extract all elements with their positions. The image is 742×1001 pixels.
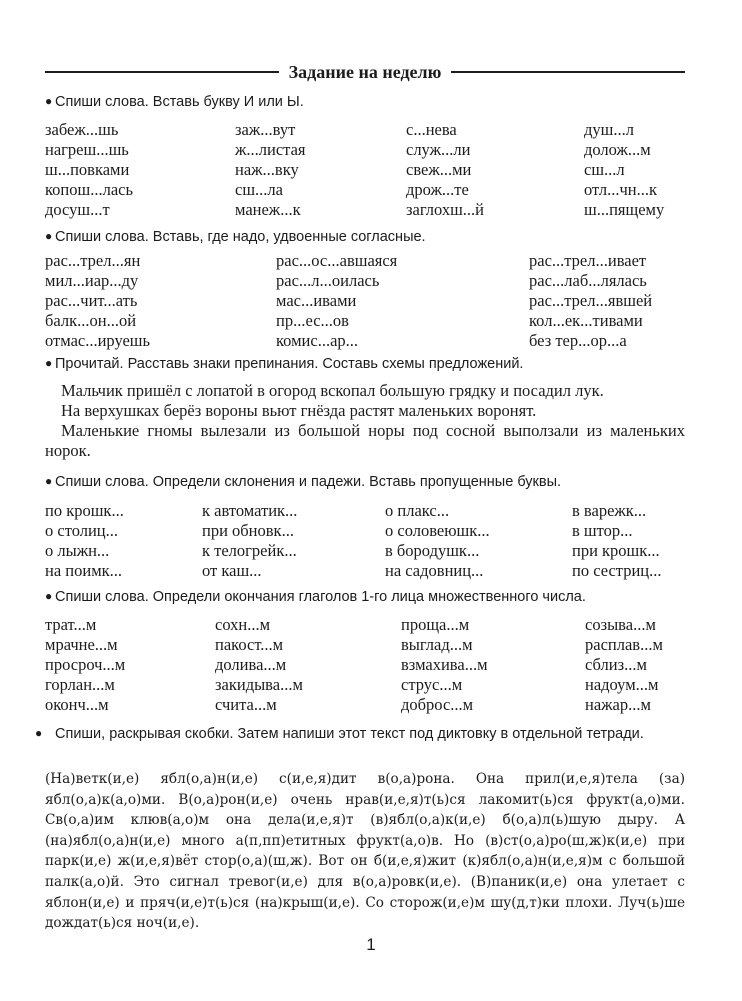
word-row: досуш...т манеж...к заглохш...й ш...пящему [45, 200, 665, 219]
task-1-instruction: ● Спиши слова. Вставь букву И или Ы. [45, 94, 304, 110]
word-row: просроч...м долива...м взмахива...м сблиз...м [45, 655, 647, 674]
task-2-instruction: ● Спиши слова. Вставь, где надо, удвоенные согласные. [45, 229, 426, 245]
word-row: ш...повками наж...вку свеж...ми сш...л [45, 160, 625, 179]
bullet-icon: ● [45, 94, 53, 108]
paragraph: Маленькие гномы вылезали из большой норы под сосной выползали из маленьких норок. [45, 421, 685, 460]
word-row: забеж...шь заж...вут с...нева душ...л [45, 120, 634, 139]
task-6-instruction: ● Спиши, раскрывая скобки. Затем напиши этот текст под диктовку в отдельной тетради. [45, 723, 695, 744]
paragraph: На верхушках берёз вороны вьют гнёзда растят маленьких воронят. [61, 401, 537, 420]
task-6-text: (На)ветк(и,е) ябл(о,а)н(и,е) с(и,е,я)дит в(о,а)рона. Она прил(и,е,я)тела (за) ябл(о,а)к(а,о)ми. В(о,а)рон(и,е) очень нрав(и,е,я)т(ь)ся лакомит(ь)ся фрукт(а,о)ми. Св(о,а)им клюв(а,о)м она дела(и,е,я)т (в)ябл(о,а)к(и,е) б(о,а)л(ь)шую дыру. А (на)ябл(о,а)н(и,е) много а(п,пп)етитных фрукт(а,о)в. Но (в)ст(о,а)ро(ш,ж)к(и,е) при парк(и,е) ж(и,е,я)вёт стор(о,а)(ш,ж). Вот он б(и,е,я)жит (к)ябл(о,а)н(и,е,я)м с большой палк(а,о)й. Это сигнал тревог(и,е) для в(о,а)ровк(и,е). (В)паник(и,е) она улетает с яблон(и,е) и пряч(и,е)т(ь)ся (на)крыш(и,е). Со сторож(и,е)м шу(д,т)ки плохи. Луч(ь)ше дождат(ь)ся ноч(и,е). [45, 771, 685, 932]
task-2-word-grid [45, 251, 685, 351]
task-5-instruction: ● Спиши слова. Определи окончания глаголов 1-го лица множественного числа. [45, 589, 586, 605]
bullet-icon: ● [35, 726, 43, 740]
word-row: горлан...м закидыва...м струс...м надоум...м [45, 675, 659, 694]
word-row: балк...он...ой пр...ес...ов кол...ек...тивами [45, 311, 643, 330]
word-row: по крошк... к автоматик... о плакс... в варежк... [45, 501, 647, 520]
task-3-instruction: ● Прочитай. Расставь знаки препинания. Составь схемы предложений. [45, 356, 524, 372]
word-row: о столиц... при обновк... о соловеюшк... в штор... [45, 521, 633, 540]
word-row: трат...м сохн...м проща...м созыва...м [45, 615, 656, 634]
task-4-word-grid [45, 501, 685, 581]
task-3-text [45, 381, 685, 461]
word-row: мрачне...м пакост...м выглад...м расплав...м [45, 635, 663, 654]
bullet-icon: ● [45, 356, 53, 370]
word-row: оконч...м счита...м доброс...м нажар...м [45, 695, 651, 714]
word-row: копош...лась сш...ла дрож...те отл...чн...к [45, 180, 657, 199]
word-row: на поимк... от каш... на садовниц... по сестриц... [45, 561, 662, 580]
task-5-word-grid [45, 615, 685, 715]
word-row: отмас...ируешь комис...ар... без тер...ор...а [45, 331, 627, 350]
word-row: мил...иар...ду рас...л...оилась рас...лаб...лялась [45, 271, 647, 290]
task-1-word-grid [45, 120, 685, 220]
section-title: Задание на неделю [288, 61, 442, 82]
bullet-icon: ● [45, 474, 53, 488]
header-rule-left [45, 71, 279, 73]
word-row: нагреш...шь ж...листая служ...ли долож...м [45, 140, 651, 159]
word-row: рас...трел...ян рас...ос...авшаяся рас...трел...ивает [45, 251, 647, 270]
section-header [45, 60, 685, 84]
bullet-icon: ● [45, 229, 53, 243]
header-rule-right [451, 71, 685, 73]
word-row: рас...чит...ать мас...ивами рас...трел...явшей [45, 291, 653, 310]
paragraph: Мальчик пришёл с лопатой в огород вскопал большую грядку и посадил лук. [61, 381, 604, 400]
word-row: о лыжн... к телогрейк... в бородушк... при крошк... [45, 541, 660, 560]
task-4-instruction: ● Спиши слова. Определи склонения и падежи. Вставь пропущенные буквы. [45, 474, 562, 490]
page-number: 1 [366, 935, 376, 954]
bullet-icon: ● [45, 589, 53, 603]
